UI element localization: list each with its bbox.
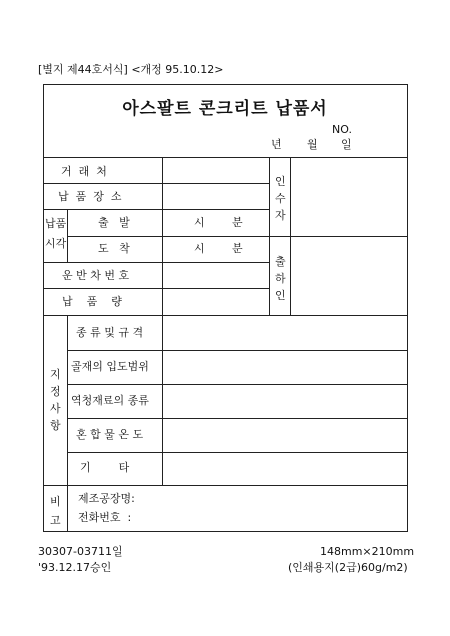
label-hour: 시 [194,242,205,255]
label-remarks: 비 고 [50,495,61,527]
footer-size: 148mm×210mm [320,545,415,558]
spec-item: 종 류 및 규 격 [76,326,144,339]
date-day: 일 [341,138,352,151]
label-receiver: 인 수 자 [275,175,286,222]
rule [162,157,163,315]
label-client: 거 래 처 [61,165,107,178]
no-label: NO. [332,123,352,136]
rule [43,157,408,158]
remarks-factory: 제조공장명: [78,492,135,505]
rule [67,236,269,237]
rule [43,485,408,486]
footer-approval: '93.12.17승인 [38,561,112,574]
rule [290,157,291,315]
rule [67,315,68,532]
spec-item: 골재의 입도범위 [71,360,149,373]
label-depart: 출 발 [98,216,130,229]
rule [43,315,408,316]
label-delivery-site: 납 품 장 소 [58,190,122,203]
date-year: 년 [271,138,282,151]
form-number: [별지 제44호서식] <개정 95.10.12> [38,63,224,76]
rule [43,183,269,184]
label-quantity: 납 품 량 [62,295,122,308]
label-shipper: 출 하 인 [275,255,286,302]
spec-item: 기 타 [80,461,130,474]
label-arrive: 도 착 [98,242,130,255]
footer-paper: (인쇄용지(2급)60g/m2) [288,561,408,574]
label-minute: 분 [232,216,243,229]
remarks-phone: 전화번호 : [78,511,132,524]
rule [43,262,269,263]
document-title: 아스팔트 콘크리트 납품서 [122,99,328,119]
rule [67,452,408,453]
label-vehicle-number: 운 반 차 번 호 [62,269,130,282]
rule [67,209,68,262]
rule [162,315,163,485]
footer-code: 30307-03711일 [38,545,123,558]
label-hour: 시 [194,216,205,229]
rule [67,350,408,351]
label-delivery-time: 납품 시각 [45,217,67,250]
rule [67,384,408,385]
rule [43,209,269,210]
rule [269,157,270,315]
rule [43,288,269,289]
spec-item: 혼 합 물 온 도 [76,428,144,441]
label-minute: 분 [232,242,243,255]
spec-item: 역청재료의 종류 [71,394,149,407]
label-specifications: 지 정 사 항 [50,368,61,432]
rule [67,418,408,419]
date-month: 월 [307,138,318,151]
